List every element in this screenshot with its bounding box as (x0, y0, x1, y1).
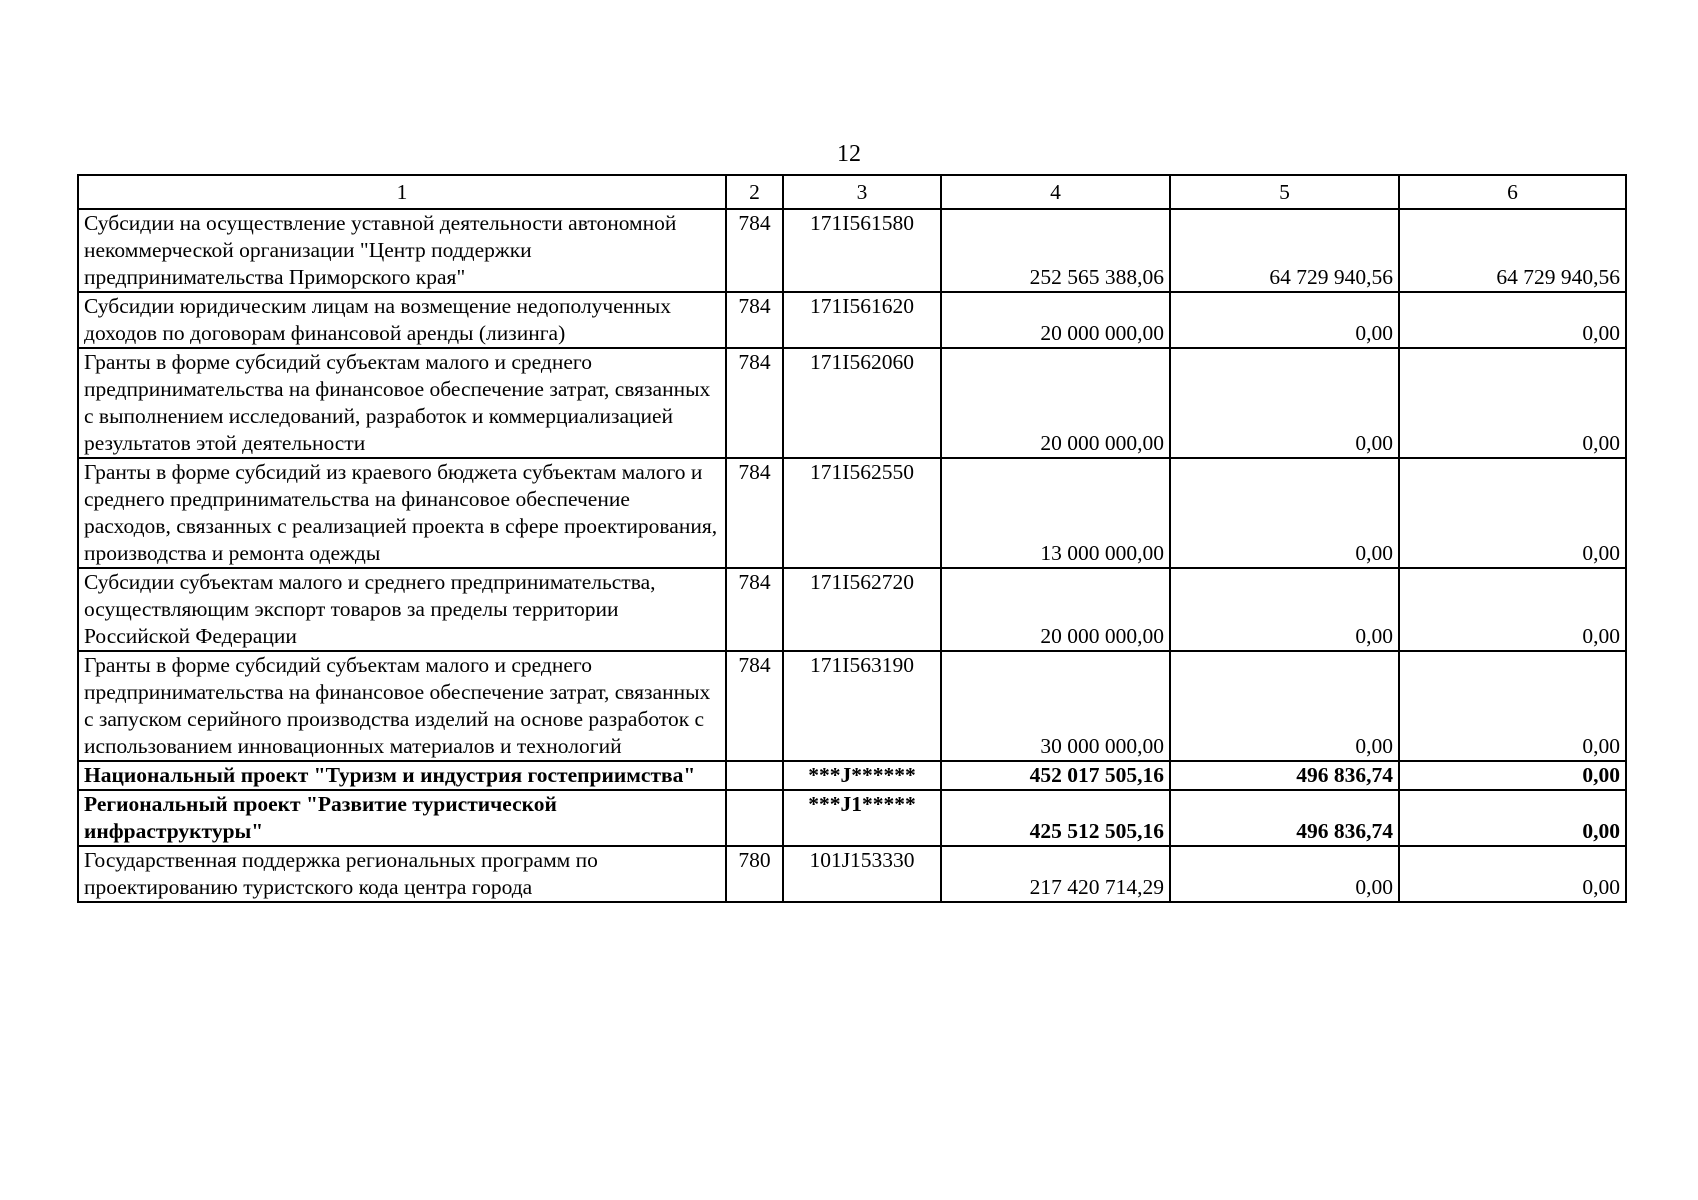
amount-col6-cell: 0,00 (1399, 348, 1626, 458)
amount-col4-cell: 425 512 505,16 (941, 790, 1170, 846)
table-row (78, 568, 1626, 651)
amount-col5-cell: 496 836,74 (1170, 761, 1399, 790)
expense-name-cell: Субсидии на осуществление уставной деятельности автономной некоммерческой организации "Центр поддержки предпринимательства Приморского края" (78, 209, 726, 292)
column-header: 1 (78, 175, 726, 209)
amount-col5-cell: 0,00 (1170, 846, 1399, 902)
target-article-cell: ***J1***** (783, 790, 941, 846)
project-name-cell: Региональный проект "Развитие туристической инфраструктуры" (78, 790, 726, 846)
target-article-cell: 171I561580 (783, 209, 941, 292)
department-code-cell: 784 (726, 458, 783, 568)
amount-col4-cell: 20 000 000,00 (941, 292, 1170, 348)
department-code-cell: 784 (726, 209, 783, 292)
amount-col5-cell: 64 729 940,56 (1170, 209, 1399, 292)
amount-col5-cell: 496 836,74 (1170, 790, 1399, 846)
department-code-cell: 784 (726, 651, 783, 761)
project-total-row (78, 790, 1626, 846)
department-code-cell: 784 (726, 348, 783, 458)
amount-col6-cell: 0,00 (1399, 292, 1626, 348)
table-row (78, 209, 1626, 292)
page-number: 12 (837, 141, 861, 167)
project-name-cell: Национальный проект "Туризм и индустрия гостеприимства" (78, 761, 726, 790)
target-article-cell: 171I562060 (783, 348, 941, 458)
amount-col4-cell: 20 000 000,00 (941, 348, 1170, 458)
column-header: 4 (941, 175, 1170, 209)
column-header: 6 (1399, 175, 1626, 209)
department-code-cell: 784 (726, 292, 783, 348)
amount-col4-cell: 30 000 000,00 (941, 651, 1170, 761)
department-code-cell (726, 790, 783, 846)
department-code-cell: 784 (726, 568, 783, 651)
amount-col6-cell: 0,00 (1399, 651, 1626, 761)
target-article-cell: 101J153330 (783, 846, 941, 902)
amount-col5-cell: 0,00 (1170, 292, 1399, 348)
column-header: 5 (1170, 175, 1399, 209)
amount-col4-cell: 452 017 505,16 (941, 761, 1170, 790)
amount-col5-cell: 0,00 (1170, 651, 1399, 761)
expense-name-cell: Субсидии субъектам малого и среднего предпринимательства, осуществляющим экспорт товаров за пределы территории Российской Федерации (78, 568, 726, 651)
expense-name-cell: Субсидии юридическим лицам на возмещение недополученных доходов по договорам финансовой аренды (лизинга) (78, 292, 726, 348)
target-article-cell: ***J****** (783, 761, 941, 790)
amount-col5-cell: 0,00 (1170, 568, 1399, 651)
amount-col4-cell: 252 565 388,06 (941, 209, 1170, 292)
expense-name-cell: Гранты в форме субсидий субъектам малого и среднего предпринимательства на финансовое обеспечение затрат, связанных с выполнением исследований, разработок и коммерциализацией результатов этой деятельности (78, 348, 726, 458)
column-header: 3 (783, 175, 941, 209)
amount-col6-cell: 0,00 (1399, 846, 1626, 902)
amount-col6-cell: 0,00 (1399, 761, 1626, 790)
table-header-row (78, 175, 1626, 209)
expense-name-cell: Гранты в форме субсидий из краевого бюджета субъектам малого и среднего предпринимательства на финансовое обеспечение расходов, связанных с реализацией проекта в сфере проектирования, производства и ремонта одежды (78, 458, 726, 568)
amount-col5-cell: 0,00 (1170, 348, 1399, 458)
amount-col6-cell: 0,00 (1399, 458, 1626, 568)
column-header: 2 (726, 175, 783, 209)
target-article-cell: 171I563190 (783, 651, 941, 761)
expense-name-cell: Государственная поддержка региональных программ по проектированию туристского кода центра города (78, 846, 726, 902)
amount-col6-cell: 0,00 (1399, 568, 1626, 651)
table-row (78, 348, 1626, 458)
table-row (78, 292, 1626, 348)
table-row (78, 651, 1626, 761)
project-total-row (78, 761, 1626, 790)
department-code-cell (726, 761, 783, 790)
amount-col4-cell: 13 000 000,00 (941, 458, 1170, 568)
target-article-cell: 171I561620 (783, 292, 941, 348)
table-row (78, 458, 1626, 568)
amount-col6-cell: 0,00 (1399, 790, 1626, 846)
amount-col4-cell: 20 000 000,00 (941, 568, 1170, 651)
amount-col6-cell: 64 729 940,56 (1399, 209, 1626, 292)
amount-col5-cell: 0,00 (1170, 458, 1399, 568)
amount-col4-cell: 217 420 714,29 (941, 846, 1170, 902)
target-article-cell: 171I562550 (783, 458, 941, 568)
expense-name-cell: Гранты в форме субсидий субъектам малого и среднего предпринимательства на финансовое обеспечение затрат, связанных с запуском серийного производства изделий на основе разработок с использованием инновационных материалов и технологий (78, 651, 726, 761)
table-row (78, 846, 1626, 902)
target-article-cell: 171I562720 (783, 568, 941, 651)
budget-table (77, 174, 1627, 903)
department-code-cell: 780 (726, 846, 783, 902)
